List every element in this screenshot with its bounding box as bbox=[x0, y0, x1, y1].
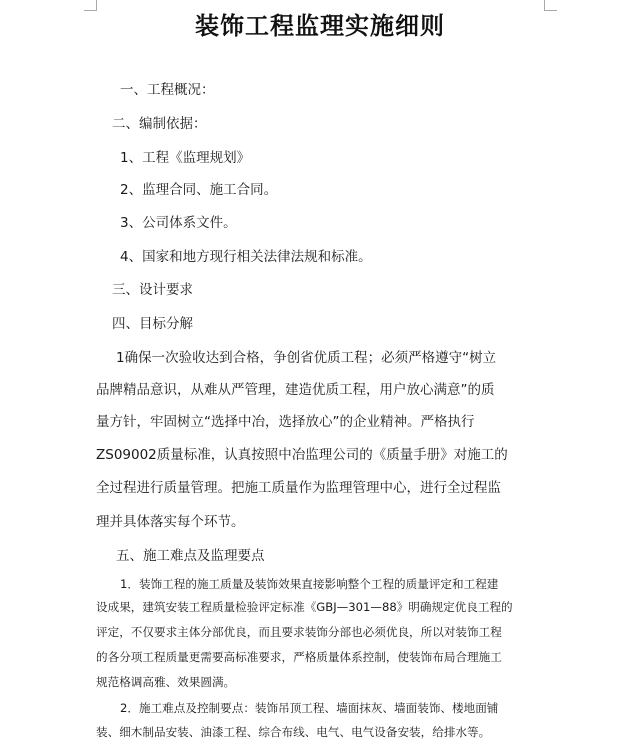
point-line: 的各分项工程质量更需要高标准要求，严格质量体系控制，使装饰布局合理施工 bbox=[96, 650, 502, 664]
paragraph-line: ZS09002质量标准，认真按照中冶监理公司的《质量手册》对施工的 bbox=[96, 447, 508, 463]
basis-item-4: 4、国家和地方现行相关法律法规和标准。 bbox=[120, 249, 372, 265]
basis-item-3: 3、公司体系文件。 bbox=[120, 215, 237, 231]
point-line: 评定，不仅要求主体分部优良，而且要求装饰分部也必须优良，所以对装饰工程 bbox=[96, 625, 502, 639]
point-line: 1．装饰工程的施工质量及装饰效果直接影响整个工程的质量评定和工程建 bbox=[120, 577, 499, 591]
section-heading-overview: 一、工程概况： bbox=[120, 82, 215, 98]
paragraph-line: 品牌精品意识，从难从严管理，建造优质工程，用户放心满意”的质 bbox=[96, 382, 495, 398]
section-heading-design: 三、设计要求 bbox=[112, 282, 193, 298]
section-heading-difficulties: 五、施工难点及监理要点 bbox=[116, 548, 265, 564]
paragraph-line: 理并具体落实每个环节。 bbox=[96, 514, 245, 530]
paragraph-line: 1确保一次验收达到合格，争创省优质工程；必须严格遵守“树立 bbox=[116, 350, 497, 366]
basis-item-1: 1、工程《监理规划》 bbox=[120, 150, 251, 166]
document-title: 装饰工程监理实施细则 bbox=[195, 11, 445, 40]
section-heading-targets: 四、目标分解 bbox=[112, 316, 193, 332]
point-line: 规范格调高雅、效果圆满。 bbox=[96, 675, 236, 689]
paragraph-line: 全过程进行质量管理。把施工质量作为监理管理中心，进行全过程监 bbox=[96, 480, 501, 496]
section-heading-basis: 二、编制依据： bbox=[112, 116, 207, 132]
point-line: 设成果，建筑安装工程质量检验评定标准《GBJ—301—88》明确规定优良工程的 bbox=[96, 600, 513, 614]
basis-item-2: 2、监理合同、施工合同。 bbox=[120, 182, 278, 198]
paragraph-line: 量方针，牢固树立“选择中冶，选择放心”的企业精神。严格执行 bbox=[96, 414, 475, 430]
point-line: 装、细木制品安装、油漆工程、综合布线、电气、电气设备安装，给排水等。 bbox=[96, 725, 491, 739]
point-line: 2．施工难点及控制要点：装饰吊顶工程、墙面抹灰、墙面装饰、楼地面铺 bbox=[120, 701, 499, 715]
